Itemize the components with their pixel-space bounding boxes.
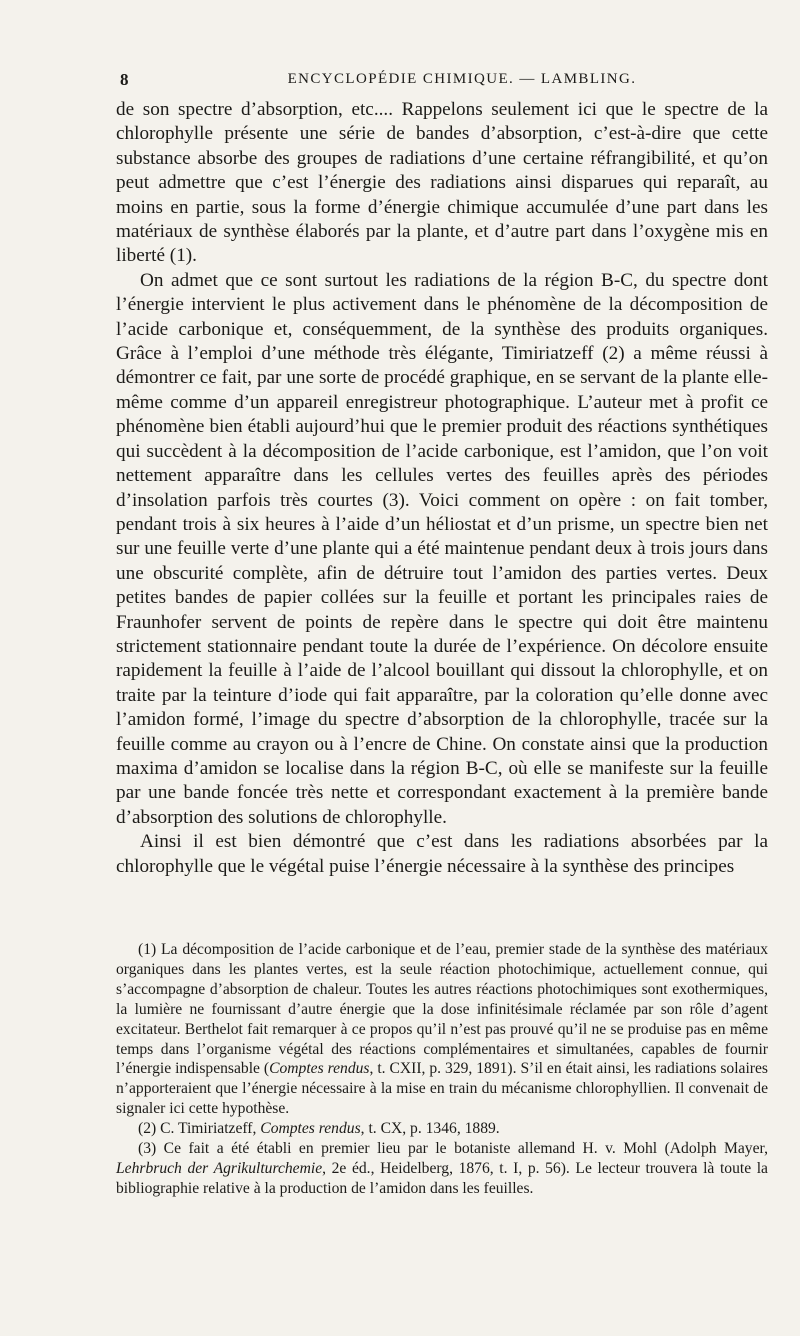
paragraph-2: On admet que ce sont surtout les radiations de la région B-C, du spectre dont l’énergie intervient le plus activement dans le phénomène de la décomposition de l’acide carbonique et, conséquemment, de la synthèse des produits organiques. Grâce à l’emploi d’une méthode très élégante, Timiriatzeff (2) a même réussi à démontrer ce fait, par une sorte de procédé graphique, en se servant de la plante elle-même comme d’un appareil enregistreur photographique. L’auteur met à profit ce phénomène bien établi aujourd’hui que le premier produit des réactions synthétiques qui succèdent à la décomposition de l’acide carbonique, est l’amidon, que l’on voit nettement apparaître dans les cellules vertes des feuilles après des périodes d’insolation parfois très courtes (3). Voici comment on opère : on fait tomber, pendant trois à six heures à l’aide d’un héliostat et d’un prisme, un spectre bien net sur une feuille verte d’une plante qui a été maintenue pendant deux à trois jours dans une obscurité complète, afin de détruire tout l’amidon des parties vertes. Deux petites bandes de papier collées sur la feuille et portant les principales raies de Fraunhofer servent de points de repère dans le spectre qui doit être maintenu strictement stationnaire pendant toute la durée de l’expérience. On décolore ensuite rapidement la feuille à l’aide de l’alcool bouillant qui dissout la chlorophylle, et on traite par la teinture d’iode qui fait apparaître, par la coloration qu’elle donne avec l’amidon formé, l’image du spectre d’absorption de la chlorophylle, tracée sur la feuille comme au crayon ou à l’encre de Chine. On constate ainsi que la production maxima d’amidon se localise dans la région B-C, où elle se manifeste sur la feuille par une bande foncée très nette et correspondant exactement à la première bande d’absorption des solutions de chlorophylle. [116,269,768,828]
footnote-3-head: (3) Ce fait a été établi en premier lieu par le botaniste allemand H. v. Mohl (Adolph Mayer, [138,1140,768,1158]
footnote-3-citation: Lehrbruch der Agrikulturchemie [116,1159,323,1177]
footnote-2-citation: Comptes rendus [260,1120,361,1138]
page-header [112,66,772,92]
footnote-2-tail: , t. CX, p. 1346, 1889. [360,1120,500,1138]
footnote-1-tail: , t. CXII, p. 329, 1891). S’il en était ainsi, les radiations solaires n’apporteraient que l’énergie nécessaire à la mise en train du mécanisme chlorophyllien. Il convenait de signaler ici cette hypothèse. [116,1060,768,1118]
footnote-2-head: (2) C. Timiriatzeff, [138,1120,261,1138]
footnote-3-tail: , 2e éd., Heidelberg, 1876, t. I, p. 56). Le lecteur trouvera là toute la bibliographie relative à la production de l’amidon dans les feuilles. [116,1159,768,1197]
footnote-1 [116,940,768,1119]
footnote-3 [116,1139,768,1199]
footnote-1-text: (1) La décomposition de l’acide carbonique et de l’eau, premier stade de la synthèse des matériaux organiques dans les plantes vertes, est la seule réaction photochimique, actuellement connue, qui s’accompagne d’absorption de chaleur. Toutes les autres réactions photochimiques sont exothermiques, la lumière ne fournissant d’autre énergie que la dose infinitésimale réclamée par son rôle d’agent excitateur. Berthelot fait remarquer à ce propos qu’il n’est pas prouvé qu’il ne se produise pas en même temps dans l’organisme végétal des réactions complémentaires et simultanées, capables de fournir l’énergie indispensable ( [116,941,768,1078]
paragraph-1: de son spectre d’absorption, etc.... Rappelons seulement ici que le spectre de la chlorophylle présente une série de bandes d’absorption, c’est-à-dire que cette substance absorbe des groupes de radiations d’une certaine réfrangibilité, et qu’on peut admettre que c’est l’énergie des radiations ainsi disparues qui reparaît, au moins en partie, sous la forme d’énergie chimique accumulée d’une part dans les matériaux de synthèse élaborés par la plante, et d’autre part dans l’oxygène mis en liberté (1). [116,99,768,267]
page-number: 8 [120,70,129,89]
running-head: ENCYCLOPÉDIE CHIMIQUE. — LAMBLING. [287,71,637,87]
body-text [116,98,768,879]
paragraph-3: Ainsi il est bien démontré que c’est dans les radiations absorbées par la chlorophylle que le végétal puise l’énergie nécessaire à la synthèse des principes [116,831,768,877]
footnote-1-citation: Comptes rendus [269,1060,370,1078]
footnote-2 [116,1119,768,1139]
footnotes [116,940,768,1199]
